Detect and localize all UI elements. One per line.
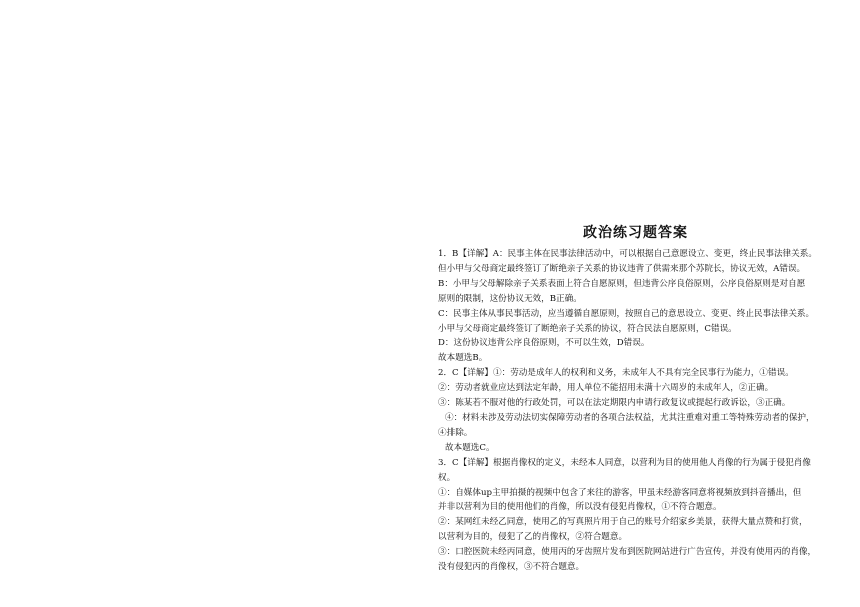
text-line: 3．C【详解】根据肖像权的定义，未经本人同意，以营利为目的使用他人肖像的行为属于侵犯肖像 [438,457,811,468]
text-line: 故本题选C。 [445,442,495,453]
text-line: ③：陈某若不服对他的行政处罚，可以在法定期限内申请行政复议或提起行政诉讼，③正确。 [438,398,791,409]
text-line: ②：某网红未经乙同意，使用乙的写真照片用于自己的账号介绍家乡美景，获得大量点赞和打赏， [438,517,808,528]
answer-text [438,247,833,575]
text-line: 但小甲与父母商定最终签订了断绝亲子关系的协议违背了供需来那个苏院长，协议无效，A错误。 [438,263,806,274]
page-title: 政治练习题答案 [583,225,688,241]
answer-column [438,222,833,575]
text-line: B：小甲与父母解除亲子关系表面上符合自愿原则，但违背公序良俗原则，公序良俗原则是对自愿 [438,278,806,289]
text-line: ①：自媒体up主甲拍摄的视频中包含了来往的游客，甲虽未经游客同意将视频放到抖音播出，但 [438,487,802,498]
text-line: 2．C【详解】①：劳动是成年人的权利和义务，未成年人不具有完全民事行为能力，①错误。 [438,368,794,379]
text-line: 并非以营利为目的使用他们的肖像，所以没有侵犯肖像权，①不符合题意。 [438,502,722,513]
text-line: 权。 [438,472,456,483]
text-line: 没有侵犯丙的肖像权，③不符合题意。 [438,562,585,573]
text-line: ②：劳动者就业应达到法定年龄，用人单位不能招用未满十六周岁的未成年人，②正确。 [438,383,774,394]
text-line: ④排除。 [438,427,473,438]
text-line: 原则的限制，这份协议无效，B正确。 [438,293,582,304]
text-line: 以营利为目的，侵犯了乙的肖像权，②符合题意。 [438,532,628,543]
text-line: 小甲与父母商定最终签订了断绝亲子关系的协议，符合民法自愿原则，C错误。 [438,323,737,334]
text-line: 1．B【详解】A：民事主体在民事法律活动中，可以根据自己意愿设立、变更，终止民事法律关系。 [438,249,817,259]
text-line: D：这份协议违背公序良俗原则，不可以生效，D错误。 [438,338,650,349]
text-line: 故本题选B。 [438,353,488,364]
text-line: ④：材料未涉及劳动法切实保障劳动者的各项合法权益，尤其注重难对重工等特殊劳动者的保护， [445,412,815,423]
text-line: C：民事主体从事民事活动，应当遵循自愿原则，按照自己的意思设立、变更、终止民事法律关系。 [438,308,815,319]
text-line: ③：口腔医院未经丙同意，使用丙的牙齿照片发布到医院网站进行广告宣传，并没有使用丙的肖像， [438,547,817,558]
